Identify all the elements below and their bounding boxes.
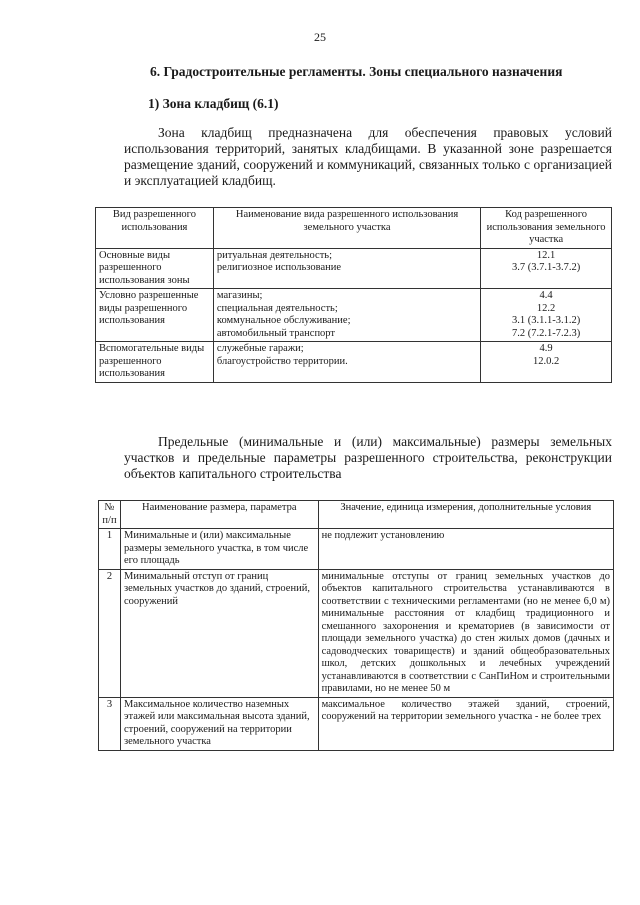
usage-code: 4.9 [539,343,553,354]
usage-names [213,248,480,289]
usage-table-header [96,208,612,249]
header-usage-type: Вид разрешенного использования [96,208,214,249]
usage-codes [481,248,612,289]
usage-names [213,289,480,342]
usage-name: коммунальное обслуживание; [216,315,351,326]
intro-paragraph: Зона кладбищ предназначена для обеспечения правовых условий использования территорий, занятых кладбищами. В указанной зоне разрешается размещение зданий, сооружений и коммуникаций, связанных только с организацией и эксплуатацией кладбищ. [124,125,612,188]
usage-name: магазины; [216,290,263,301]
header-number: № п/п [99,501,121,529]
usage-name: ритуальная деятельность; [216,249,333,261]
table-row [96,248,612,289]
usage-names [213,342,480,383]
params-table [98,500,614,751]
section-title: 6. Градостроительные регламенты. Зоны специального назначения [150,64,563,79]
row-number: 1 [99,529,121,570]
usage-name: служебные гаражи; [216,343,304,354]
limits-paragraph: Предельные (минимальные и (или) максимальные) размеры земельных участков и предельные параметры разрешенного строительства, реконструкции объектов капитального строительства [124,434,612,481]
table-row [99,529,614,570]
table-row [96,289,612,342]
usage-code: 12.1 [536,249,556,261]
usage-code: 3.1 (3.1.1-3.1.2) [511,315,581,326]
row-number: 3 [99,697,121,750]
param-value: максимальное количество этажей зданий, строений, сооружений на территории земельного участка - не более трех [318,697,613,750]
table-row [99,697,614,750]
usage-codes [481,342,612,383]
header-usage-code: Код разрешенного использования земельного участка [481,208,612,249]
usage-code: 4.4 [539,290,553,301]
usage-name: специальная деятельность; [216,302,338,314]
usage-code: 12.0.2 [532,355,560,367]
row-number: 2 [99,569,121,697]
header-param-name: Наименование размера, параметра [120,501,318,529]
page-number: 25 [314,30,326,44]
usage-name: автомобильный транспорт [216,327,336,339]
usage-name: религиозное использование [216,262,342,273]
usage-code: 12.2 [536,302,556,314]
param-value: не подлежит установлению [318,529,613,570]
usage-code: 7.2 (7.2.1-7.2.3) [511,327,581,339]
usage-type: Вспомогательные виды разрешенного использования [96,342,214,383]
usage-name: благоустройство территории. [216,355,348,367]
usage-codes [481,289,612,342]
table-row [96,342,612,383]
header-param-value: Значение, единица измерения, дополнительные условия [318,501,613,529]
param-name: Минимальный отступ от границ земельных участков до зданий, строений, сооружений [120,569,318,697]
param-value: минимальные отступы от границ земельных участков до объектов капитального строительства устанавливаются в соответствии с техническими регламентами (но не менее 6,0 м) минимальные расстояния от кладбищ традиционного и смешанного захоронения и крематориев (в зависимости от площади земельного участка) до стен жилых домов (дачных и садоводческих товариществ) и зданий общеобразовательных школ, детских дошкольных и лечебных учреждений устанавливаются в соответствии с СанПиНом и строительными правилами, но не менее 50 м [318,569,613,697]
usage-type: Основные виды разрешенного использования зоны [96,248,214,289]
subsection-title: 1) Зона кладбищ (6.1) [148,96,279,111]
param-name: Максимальное количество наземных этажей или максимальная высота зданий, строений, сооружений на территории земельного участка [120,697,318,750]
usage-code: 3.7 (3.7.1-3.7.2) [511,262,581,273]
usage-table [95,207,612,383]
table-row [99,569,614,697]
params-table-header [99,501,614,529]
header-usage-name: Наименование вида разрешенного использования земельного участка [213,208,480,249]
usage-type: Условно разрешенные виды разрешенного использования [96,289,214,342]
param-name: Минимальные и (или) максимальные размеры земельного участка, в том числе его площадь [120,529,318,570]
